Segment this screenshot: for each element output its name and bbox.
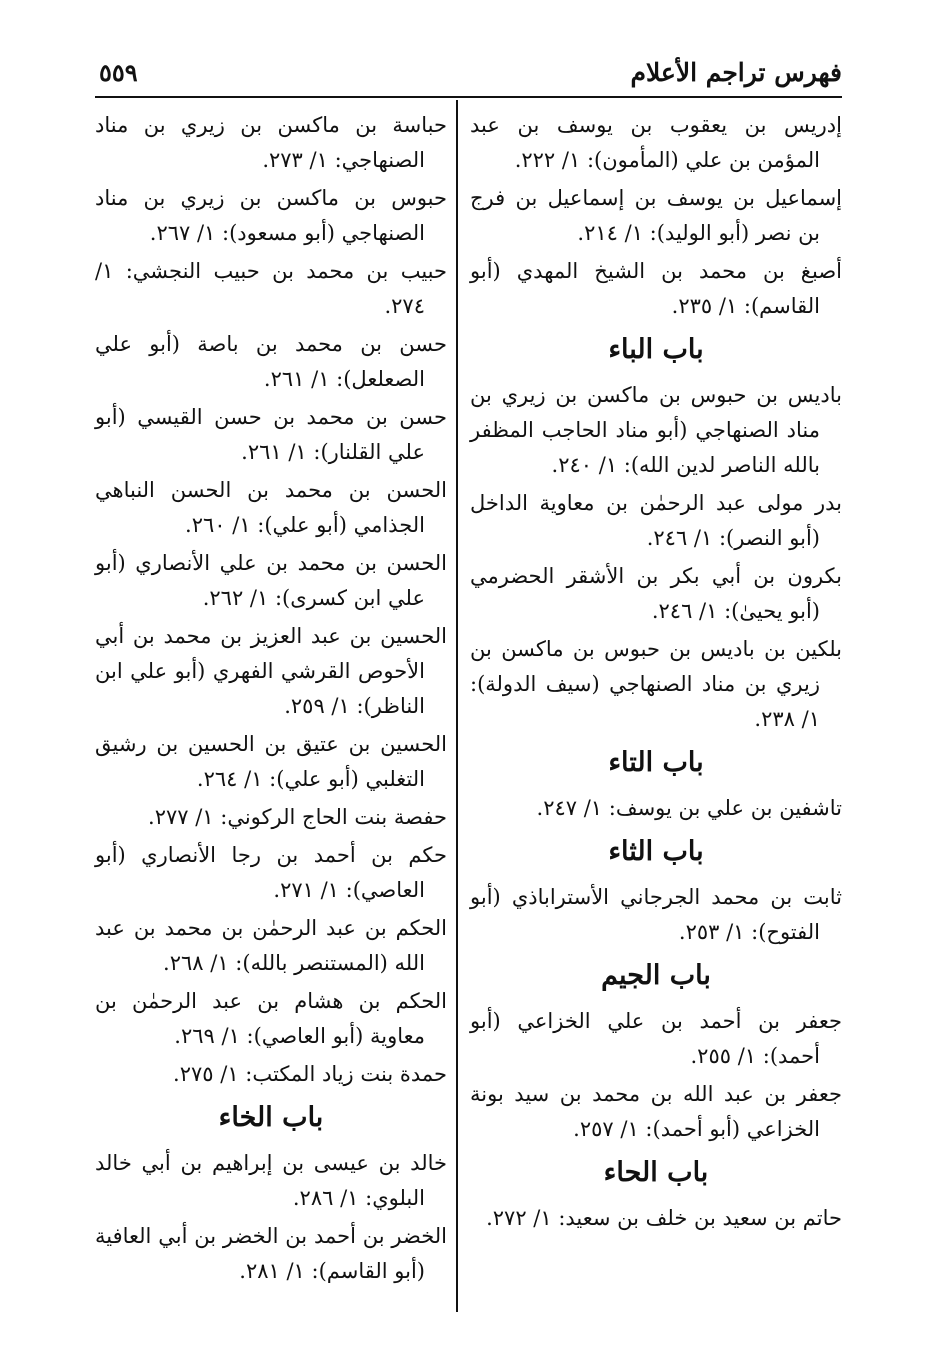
- index-entry: جعفر بن عبد الله بن محمد بن سيد بونة الخزاعي (أبو أحمد): ١/ ٢٥٧.: [470, 1082, 842, 1141]
- index-entry: باديس بن حبوس بن ماكسن بن زيري بن مناد الصنهاجي (أبو مناد الحاجب المظفر بالله الناصر لدين الله): ١/ ٢٤٠.: [470, 383, 842, 477]
- index-entry: جعفر بن أحمد بن علي الخزاعي (أبو أحمد): ١/ ٢٥٥.: [470, 1009, 842, 1068]
- index-entry: الحكم بن عبد الرحمٰن بن محمد بن عبد الله (المستنصر بالله): ١/ ٢٦٨.: [95, 916, 447, 975]
- index-entry: الحسين بن عتيق بن الحسين بن رشيق التغلبي (أبو علي): ١/ ٢٦٤.: [95, 732, 447, 791]
- left-column: [95, 108, 447, 1292]
- index-entry: حاتم بن سعيد بن خلف بن سعيد: ١/ ٢٧٢.: [486, 1206, 842, 1230]
- index-entry: إسماعيل بن يوسف بن إسماعيل بن فرج بن نصر (أبو الوليد): ١/ ٢١٤.: [470, 186, 842, 245]
- section-heading-ta: باب التاء: [608, 747, 704, 778]
- index-entry: تاشفين بن علي بن يوسف: ١/ ٢٤٧.: [536, 796, 842, 820]
- index-entry: الحسن بن محمد بن علي الأنصاري (أبو علي ابن كسرى): ١/ ٢٦٢.: [95, 551, 447, 610]
- index-entry: حفصة بنت الحاج الركوني: ١/ ٢٧٧.: [148, 805, 447, 829]
- index-entry: حسن بن محمد بن حسن القيسي (أبو علي القلنار): ١/ ٢٦١.: [95, 405, 447, 464]
- index-entry: الحسين بن عبد العزيز بن محمد بن أبي الأحوص القرشي الفهري (أبو علي ابن الناظر): ١/ ٢٥٩.: [95, 624, 447, 718]
- section-heading-ha: باب الحاء: [603, 1157, 709, 1188]
- section-heading-kha: باب الخاء: [218, 1102, 324, 1133]
- index-entry: إدريس بن يعقوب بن يوسف بن عبد المؤمن بن علي (المأمون): ١/ ٢٢٢.: [470, 113, 842, 172]
- index-entry: بدر مولى عبد الرحمٰن بن معاوية الداخل (أبو النصر): ١/ ٢٤٦.: [470, 491, 842, 550]
- section-heading-tha: باب الثاء: [608, 836, 704, 867]
- index-entry: الحكم بن هشام بن عبد الرحمٰن بن معاوية (أبو العاصي): ١/ ٢٦٩.: [95, 989, 447, 1048]
- column-divider: [456, 100, 458, 1312]
- index-entry: حكم بن أحمد بن رجا الأنصاري (أبو العاصي): ١/ ٢٧١.: [95, 843, 447, 902]
- index-entry: حبوس بن ماكسن بن زيري بن مناد الصنهاجي (أبو مسعود): ١/ ٢٦٧.: [95, 186, 447, 245]
- index-entry: حسن بن محمد بن باصة (أبو علي الصعلعل): ١/ ٢٦١.: [95, 332, 447, 391]
- page-header: [95, 52, 842, 98]
- index-entry: ثابت بن محمد الجرجاني الأستراباذي (أبو الفتوح): ١/ ٢٥٣.: [470, 885, 842, 944]
- right-column: [470, 108, 842, 1239]
- index-entry: بلكين بن باديس بن حبوس بن ماكسن بن زيري بن مناد الصنهاجي (سيف الدولة): ١/ ٢٣٨.: [470, 637, 842, 731]
- index-entry: الحسن بن محمد بن الحسن النباهي الجذامي (أبو علي): ١/ ٢٦٠.: [95, 478, 447, 537]
- index-entry: حبيب بن محمد بن حبيب النجشي: ١/ ٢٧٤.: [95, 259, 447, 318]
- index-entry: خالد بن عيسى بن إبراهيم بن أبي خالد البلوي: ١/ ٢٨٦.: [95, 1151, 447, 1210]
- section-heading-jim: باب الجيم: [601, 960, 711, 991]
- index-entry: بكرون بن أبي بكر بن الأشقر الحضرمي (أبو يحيىٰ): ١/ ٢٤٦.: [470, 564, 842, 623]
- section-heading-ba: باب الباء: [608, 334, 704, 365]
- index-entry: حمدة بنت زياد المكتب: ١/ ٢٧٥.: [173, 1062, 447, 1086]
- index-entry: حباسة بن ماكسن بن زيري بن مناد الصنهاجي: ١/ ٢٧٣.: [95, 113, 447, 172]
- running-title: فهرس تراجم الأعلام: [630, 58, 842, 87]
- index-entry: أصبغ بن محمد بن الشيخ المهدي (أبو القاسم): ١/ ٢٣٥.: [470, 259, 842, 318]
- index-entry: الخضر بن أحمد بن الخضر بن أبي العافية (أبو القاسم): ١/ ٢٨١.: [95, 1224, 447, 1283]
- page-number: ٥٥٩: [99, 58, 138, 87]
